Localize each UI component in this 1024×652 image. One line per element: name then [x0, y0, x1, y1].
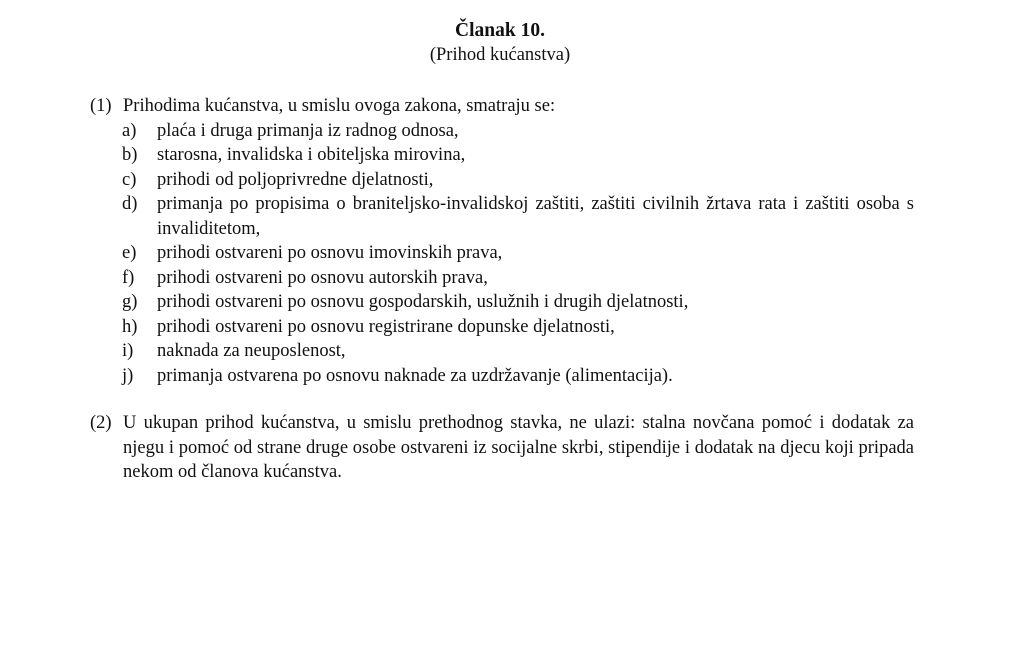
list-item-text: prihodi ostvareni po osnovu registrirane dopunske djelatnosti,	[157, 316, 615, 337]
paragraph-intro: Prihodima kućanstva, u smislu ovoga zakona, smatraju se:	[123, 96, 556, 116]
list-item-text: starosna, invalidska i obiteljska mirovina,	[157, 145, 466, 165]
list-item	[122, 119, 914, 144]
list-item-letter: e)	[122, 243, 137, 263]
paragraph-2	[90, 411, 914, 485]
list-item-text: prihodi ostvareni po osnovu autorskih prava,	[157, 267, 488, 288]
list-item	[122, 168, 914, 193]
article-title: Članak 10.	[455, 20, 545, 41]
list-item	[122, 266, 914, 291]
list-item-text: naknada za neuposlenost,	[157, 341, 346, 361]
list-item	[122, 315, 914, 340]
paragraph-1-header	[90, 94, 914, 119]
list-item-text: primanja ostvarena po osnovu naknade za uzdržavanje (alimentacija).	[157, 365, 673, 386]
article-subtitle: (Prihod kućanstva)	[429, 45, 571, 65]
list-item-letter: h)	[122, 316, 138, 337]
list-item-letter: d)	[122, 194, 138, 214]
list-item	[122, 192, 914, 241]
list-item-letter: f)	[122, 267, 135, 288]
list-item	[122, 143, 914, 168]
list-item-letter: g)	[122, 292, 138, 312]
list-item	[122, 364, 914, 389]
list-item	[122, 241, 914, 266]
paragraph-number: (2)	[90, 413, 112, 433]
income-list	[90, 119, 914, 389]
list-item-text: prihodi od poljoprivredne djelatnosti,	[157, 169, 434, 190]
paragraph-text: U ukupan prihod kućanstva, u smislu prethodnog stavka, ne ulazi: stalna novčana pomoć i dodatak za njegu i pomoć od strane druge osobe ostvareni iz socijalne skrbi, stipendije i dodatak na djecu koji pripada nekom od članova kućanstva.	[123, 413, 914, 482]
list-item-text: prihodi ostvareni po osnovu gospodarskih, uslužnih i drugih djelatnosti,	[157, 292, 689, 312]
paragraph-1	[90, 94, 914, 388]
list-item	[122, 290, 914, 315]
list-item-letter: a)	[122, 120, 137, 141]
list-item-letter: i)	[122, 341, 134, 361]
list-item-text: primanja po propisima o braniteljsko-invalidskoj zaštiti, zaštiti civilnih žrtava rata i zaštiti osoba s invaliditetom,	[157, 194, 914, 239]
list-item-letter: j)	[122, 365, 134, 386]
list-item-text: prihodi ostvareni po osnovu imovinskih prava,	[157, 243, 503, 263]
paragraph-2-body	[90, 411, 914, 485]
list-item-letter: b)	[122, 145, 138, 165]
list-item	[122, 339, 914, 364]
list-item-text: plaća i druga primanja iz radnog odnosa,	[157, 120, 459, 141]
list-item-letter: c)	[122, 169, 137, 190]
paragraph-number: (1)	[90, 96, 112, 116]
